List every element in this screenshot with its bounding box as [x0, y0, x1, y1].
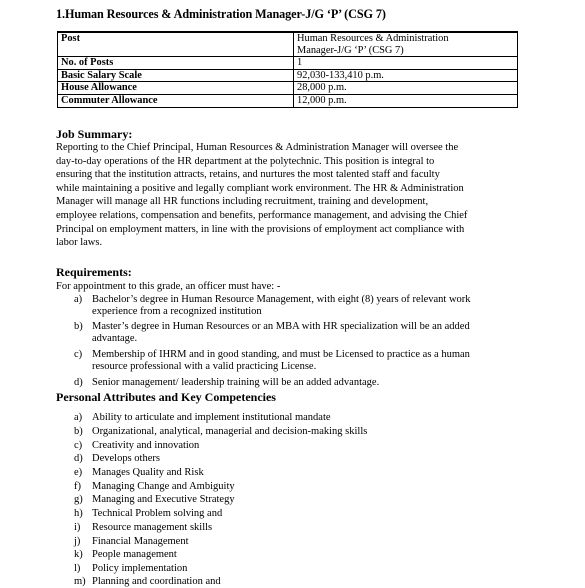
requirements-title: Requirements:	[56, 265, 132, 279]
list-text: Manages Quality and Risk	[92, 467, 204, 478]
job-summary-title: Job Summary:	[56, 127, 133, 141]
table-value: 28,000 p.m.	[294, 82, 518, 95]
list-item	[74, 453, 160, 465]
summary-line: Principal on employment matters, in line with the provisions of employment act compliance with	[56, 223, 465, 235]
list-text: Creativity and innovation	[92, 440, 200, 451]
list-text-line: Master’s degree in Human Resources or an MBA with HR specialization will be an added	[92, 321, 470, 332]
post-value-line2: Manager-J/G ‘P’ (CSG 7)	[297, 44, 404, 56]
list-letter: a)	[74, 294, 83, 305]
summary-line: day-to-day operations of the HR department at the polytechnic. This position is integral to	[56, 155, 435, 167]
summary-line: ensuring that the institution attracts, retains, and nurtures the most talented staff and faculty	[56, 169, 440, 181]
list-item	[74, 426, 367, 438]
list-text: Technical Problem solving and	[92, 508, 223, 519]
list-item	[74, 412, 331, 424]
list-text-line: advantage.	[92, 333, 138, 345]
competencies-title: Personal Attributes and Key Competencies	[56, 390, 276, 404]
list-text-line: Membership of IHRM and in good standing, and must be Licensed to practice as a human	[92, 349, 470, 360]
summary-line: Reporting to the Chief Principal, Human Resources & Administration Manager will oversee the	[56, 142, 459, 153]
list-text: Develops others	[92, 453, 160, 464]
list-item	[74, 563, 187, 575]
list-letter: e)	[74, 467, 83, 478]
list-text-line: Bachelor’s degree in Human Resource Management, with eight (8) years of relevant work	[92, 294, 471, 305]
table-label: No. of Posts	[58, 57, 294, 70]
list-item	[74, 494, 235, 506]
post-value-line1: Human Resources & Administration	[297, 33, 449, 44]
list-letter: b)	[74, 321, 83, 332]
list-letter: c)	[74, 349, 83, 360]
list-letter: j)	[74, 536, 81, 547]
table-value	[294, 32, 518, 57]
list-letter: c)	[74, 440, 83, 451]
list-letter: f)	[74, 481, 81, 492]
job-info-table	[57, 31, 518, 108]
table-label: House Allowance	[58, 82, 294, 95]
table-value: 1	[294, 57, 518, 70]
list-text-line: experience from a recognized institution	[92, 306, 262, 318]
list-text: Ability to articulate and implement institutional mandate	[92, 412, 331, 423]
table-row	[58, 69, 518, 82]
list-letter: m)	[74, 576, 86, 587]
summary-line: Manager will manage all HR functions including recruitment, training and development,	[56, 196, 429, 208]
list-letter: k)	[74, 549, 83, 560]
list-item	[74, 467, 204, 479]
list-item	[74, 481, 235, 493]
list-text: Resource management skills	[92, 522, 213, 533]
list-text: Managing and Executive Strategy	[92, 494, 235, 505]
requirements-intro: For appointment to this grade, an officer must have: -	[56, 281, 281, 292]
table-label: Commuter Allowance	[58, 94, 294, 107]
list-letter: d)	[74, 453, 83, 464]
list-item	[74, 522, 212, 534]
list-letter: l)	[74, 563, 81, 574]
list-item	[74, 576, 221, 588]
list-text: People management	[92, 549, 177, 560]
job-summary-paragraph	[56, 141, 532, 250]
list-text: Managing Change and Ambiguity	[92, 481, 235, 492]
list-letter: a)	[74, 412, 83, 423]
job-heading: 1.Human Resources & Administration Manager-J/G ‘P’ (CSG 7)	[56, 7, 386, 21]
table-row	[58, 57, 518, 70]
summary-line: employee relations, compensation and benefits, performance management, and advising the Chief	[56, 209, 468, 221]
list-letter: g)	[74, 494, 83, 505]
table-value: 12,000 p.m.	[294, 94, 518, 107]
table-row	[58, 82, 518, 95]
list-item	[74, 536, 189, 548]
list-item	[74, 508, 222, 520]
table-row	[58, 32, 518, 57]
list-text: Financial Management	[92, 536, 189, 547]
list-text	[92, 321, 532, 346]
list-text: Planning and coordination and	[92, 576, 221, 587]
list-letter: b)	[74, 426, 83, 437]
table-label: Post	[58, 32, 294, 57]
summary-line: labor laws.	[56, 237, 103, 249]
list-letter: h)	[74, 508, 83, 519]
list-text	[92, 349, 532, 374]
list-text: Senior management/ leadership training will be an added advantage.	[92, 377, 380, 388]
list-letter: d)	[74, 377, 83, 388]
list-item	[74, 549, 177, 561]
list-text: Policy implementation	[92, 563, 188, 574]
list-text: Organizational, analytical, managerial and decision-making skills	[92, 426, 368, 437]
list-text	[92, 294, 532, 319]
summary-line: while maintaining a positive and legally compliant work environment. The HR & Administration	[56, 182, 464, 194]
list-letter: i)	[74, 522, 81, 533]
table-value: 92,030-133,410 p.m.	[294, 69, 518, 82]
list-text-line: resource professional with a valid practicing License.	[92, 361, 317, 373]
list-item	[74, 440, 199, 452]
table-label: Basic Salary Scale	[58, 69, 294, 82]
table-row	[58, 94, 518, 107]
